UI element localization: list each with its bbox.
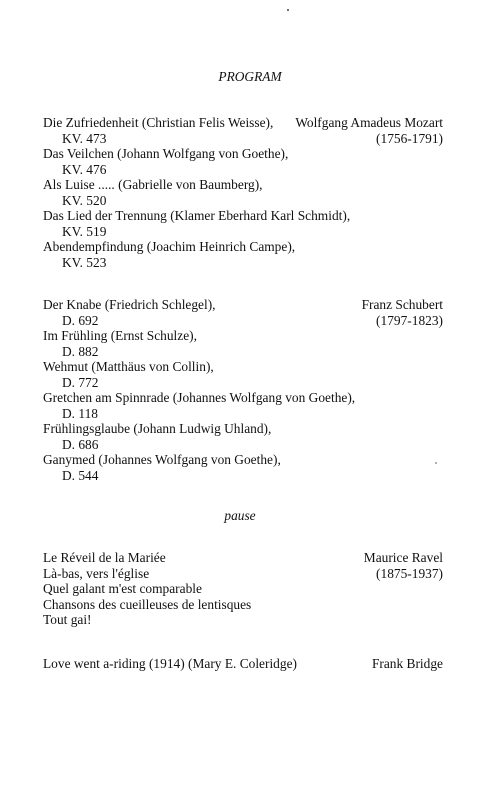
program-title: PROGRAM: [218, 69, 282, 84]
composer-dates: (1756-1791): [376, 131, 443, 146]
song-title: Im Frühling (Ernst Schulze),: [43, 328, 197, 343]
composer-name: Wolfgang Amadeus Mozart: [295, 115, 443, 130]
song-title: Tout gai!: [43, 612, 92, 627]
composer-dates: (1797-1823): [376, 313, 443, 328]
catalog-number: KV. 476: [62, 162, 107, 177]
song-title: Wehmut (Matthäus von Collin),: [43, 359, 214, 374]
song-title: Das Lied der Trennung (Klamer Eberhard Karl Schmidt),: [43, 208, 351, 223]
pause-label: pause: [224, 508, 256, 523]
composer-name: Maurice Ravel: [363, 550, 443, 565]
song-title: Quel galant m'est comparable: [43, 581, 202, 596]
catalog-number: D. 686: [62, 437, 99, 452]
song-title: Der Knabe (Friedrich Schlegel),: [43, 297, 216, 312]
catalog-number: KV. 520: [62, 193, 107, 208]
speck-mark: [287, 9, 289, 11]
catalog-number: D. 544: [62, 468, 99, 483]
catalog-number: KV. 523: [62, 255, 107, 270]
catalog-number: D. 772: [62, 375, 99, 390]
song-title: Le Réveil de la Mariée: [43, 550, 166, 565]
composer-name: Frank Bridge: [371, 656, 443, 671]
speck-mark: [435, 462, 437, 464]
catalog-number: KV. 473: [62, 131, 107, 146]
composer-name: Franz Schubert: [361, 297, 443, 312]
song-title: Als Luise ..... (Gabrielle von Baumberg),: [43, 177, 263, 192]
catalog-number: KV. 519: [62, 224, 107, 239]
song-title: Das Veilchen (Johann Wolfgang von Goethe),: [43, 146, 289, 161]
catalog-number: D. 882: [62, 344, 99, 359]
composer-dates: (1875-1937): [376, 566, 443, 581]
song-title: Gretchen am Spinnrade (Johannes Wolfgang von Goethe),: [43, 390, 356, 405]
song-title: Là-bas, vers l'église: [43, 566, 150, 581]
catalog-number: D. 118: [62, 406, 98, 421]
song-title: Die Zufriedenheit (Christian Felis Weisse),: [43, 115, 274, 130]
catalog-number: D. 692: [62, 313, 99, 328]
song-title: Chansons des cueilleuses de lentisques: [43, 597, 252, 612]
song-title: Abendempfindung (Joachim Heinrich Campe),: [43, 239, 296, 254]
song-title: Frühlingsglaube (Johann Ludwig Uhland),: [43, 421, 272, 436]
song-title: Ganymed (Johannes Wolfgang von Goethe),: [43, 452, 281, 467]
song-title: Love went a-riding (1914) (Mary E. Coleridge): [43, 656, 297, 671]
